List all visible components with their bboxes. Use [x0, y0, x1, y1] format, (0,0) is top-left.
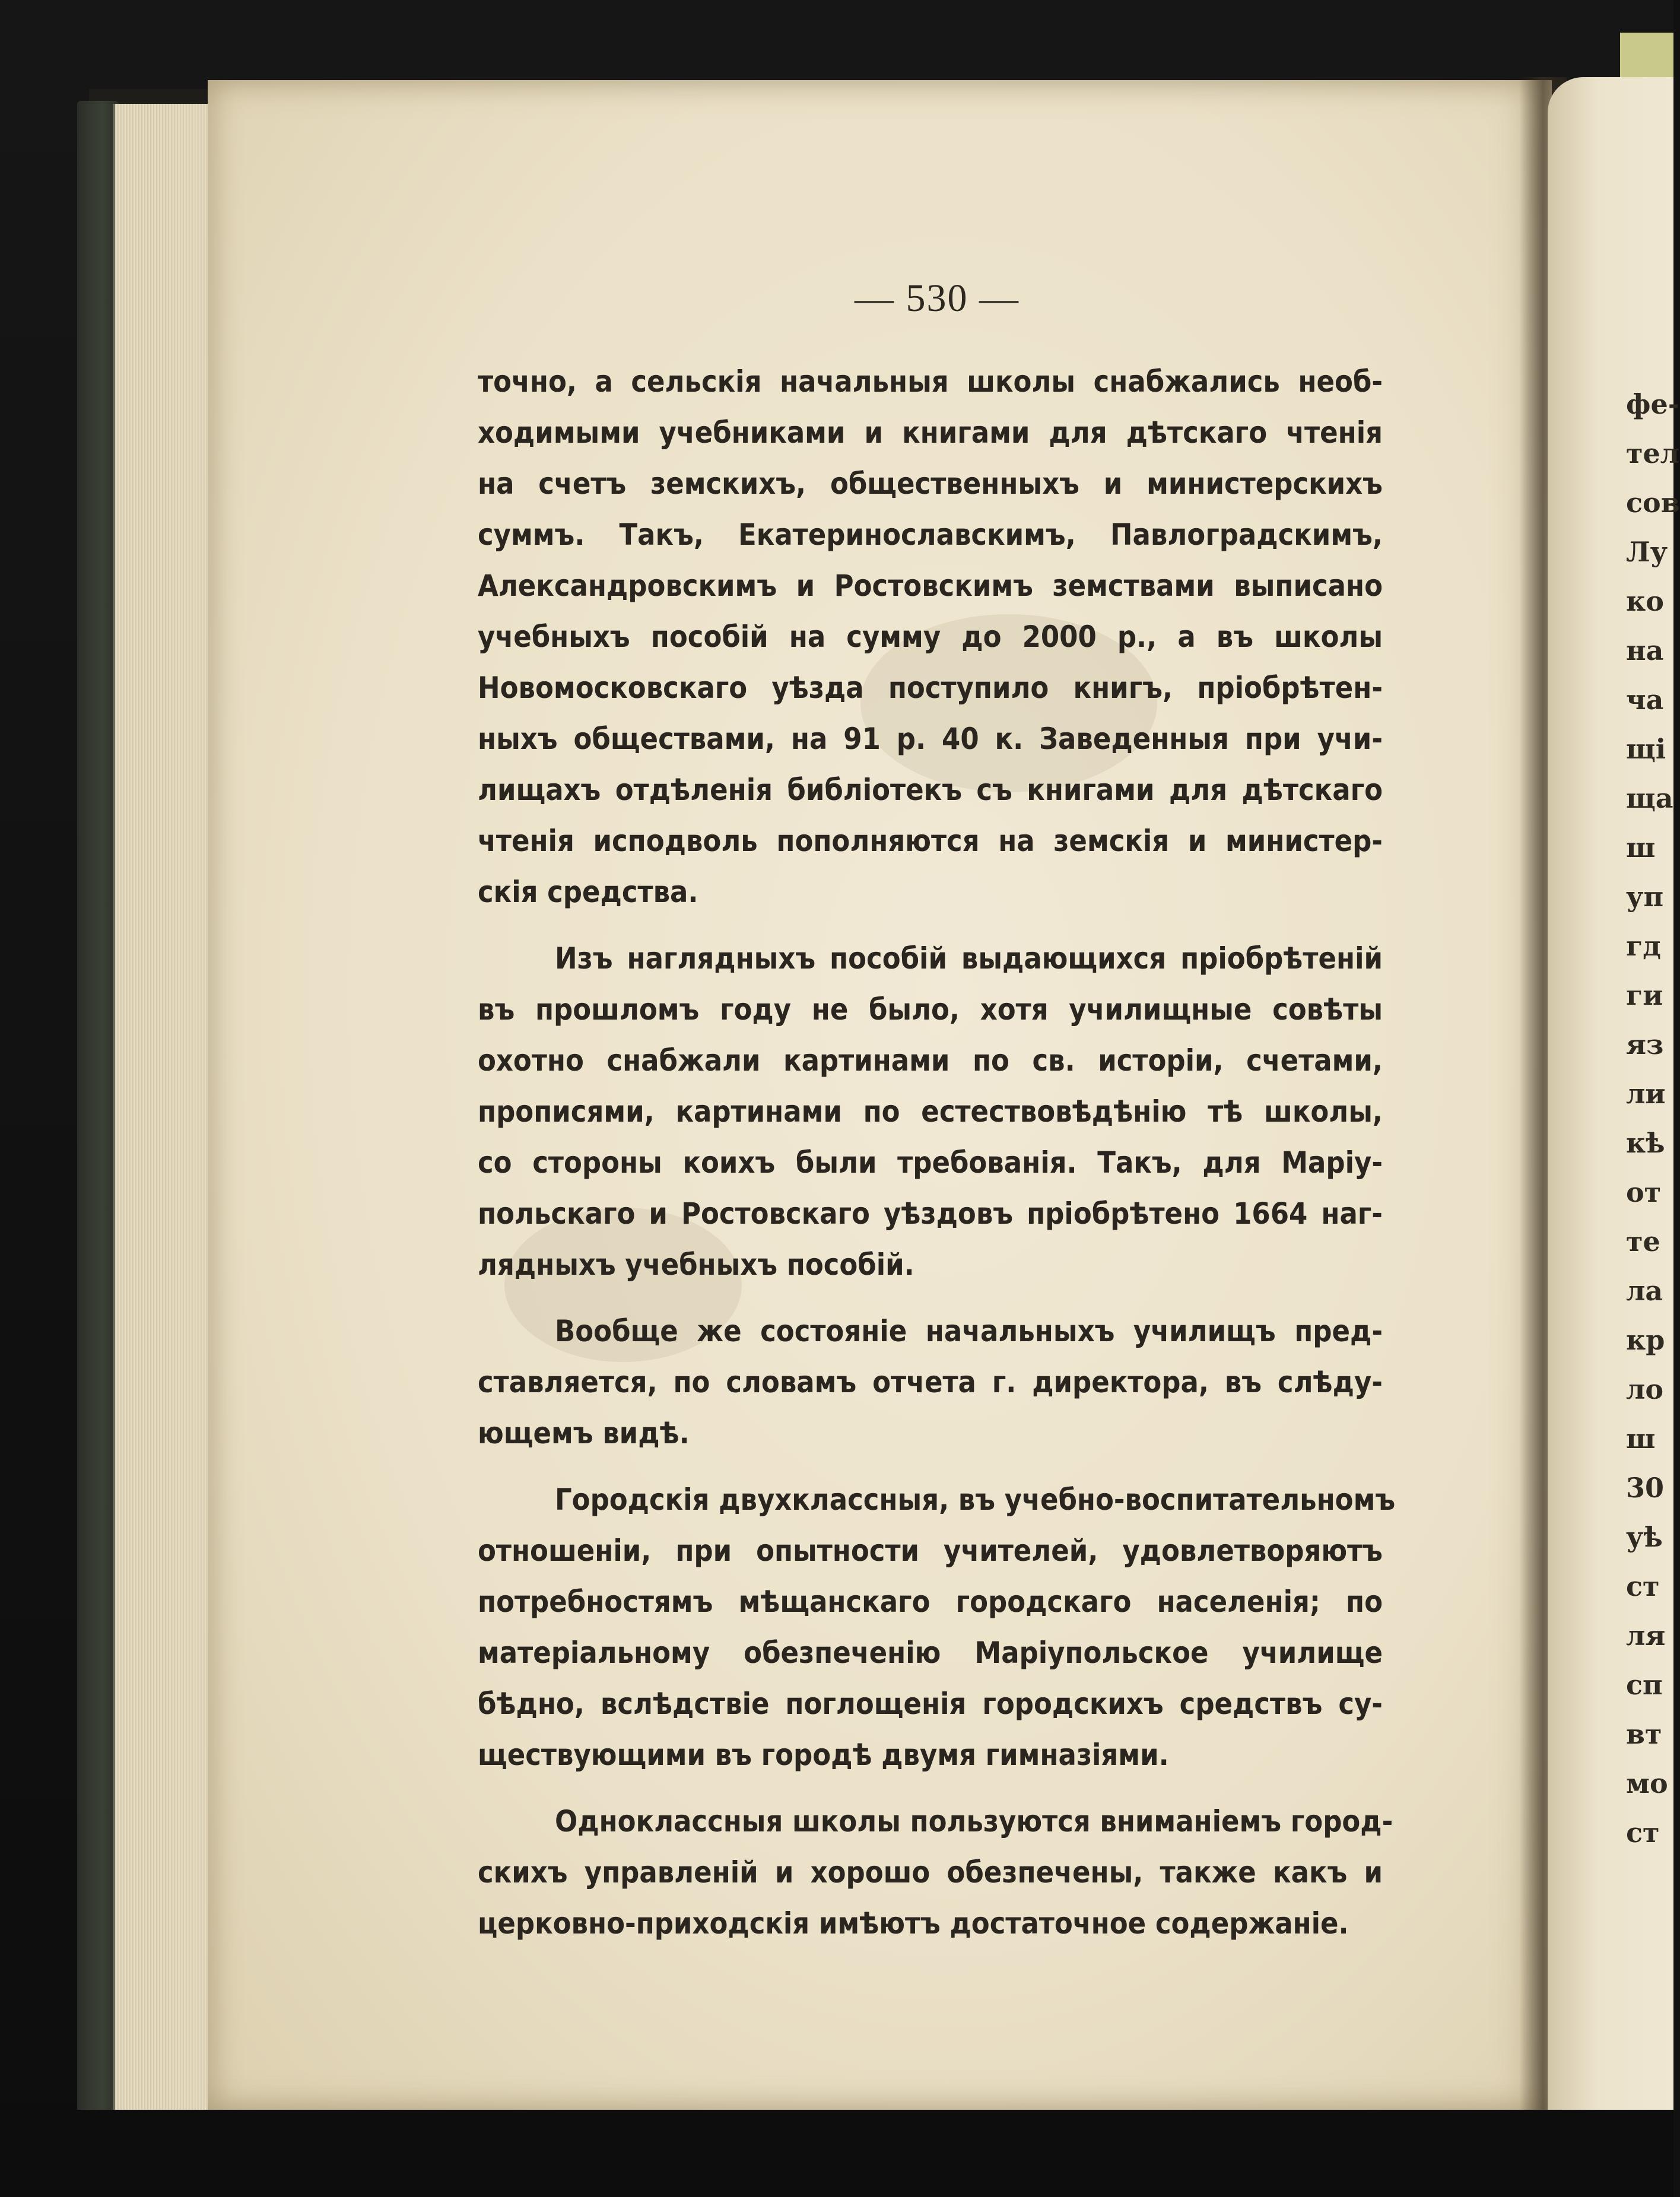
facing-text-fragment: вт [1626, 1718, 1662, 1750]
scan-bottom-edge [0, 2110, 1673, 2197]
facing-text-fragment: ст [1626, 1817, 1660, 1849]
facing-text-fragment: те [1626, 1226, 1660, 1258]
text-line: церковно-приходскія имѣютъ достаточное содержаніе. [478, 1906, 1349, 1941]
text-line: Новомосковскаго уѣзда поступило книгъ, пріобрѣтен- [478, 671, 1383, 705]
facing-text-fragment: яз [1626, 1028, 1664, 1061]
facing-text-fragment: на [1626, 634, 1664, 666]
text-line: лищахъ отдѣленія библіотекъ съ книгами для дѣтскаго [478, 773, 1383, 807]
facing-text-fragment: ст [1626, 1570, 1660, 1602]
facing-text-fragment: ш [1626, 831, 1656, 863]
facing-text-fragment: ш [1626, 1423, 1656, 1455]
facing-text-fragment: от [1626, 1176, 1662, 1208]
facing-text-fragment: сов [1626, 487, 1680, 519]
paragraph [478, 933, 1383, 1290]
text-line: бѣдно, вслѣдствіе поглощенія городскихъ средствъ су- [478, 1687, 1383, 1721]
text-line: Александровскимъ и Ростовскимъ земствами выписано [478, 569, 1383, 603]
facing-page-text [1626, 380, 1679, 1858]
paragraph [478, 356, 1383, 917]
text-line: Городскія двухклассныя, въ учебно-воспитательномъ [555, 1482, 1396, 1517]
paragraph-gap [478, 1290, 1383, 1306]
facing-text-fragment: тел [1626, 437, 1680, 469]
text-line: матеріальному обезпеченію Маріупольское училище [478, 1636, 1383, 1670]
facing-text-fragment: 30 [1626, 1472, 1665, 1504]
text-line: ющемъ видѣ. [478, 1416, 690, 1450]
facing-text-fragment: ля [1626, 1620, 1666, 1652]
text-line: польскаго и Ростовскаго уѣздовъ пріобрѣтено 1664 наг- [478, 1196, 1383, 1231]
facing-text-fragment: ча [1626, 684, 1664, 716]
paragraph-gap [478, 1780, 1383, 1796]
facing-text-fragment: ло [1626, 1373, 1664, 1405]
facing-text-fragment: сп [1626, 1669, 1663, 1701]
text-line: прописями, картинами по естествовѣдѣнію тѣ школы, [478, 1094, 1383, 1129]
text-line: чтенія исподволь пополняются на земскія и министер- [478, 824, 1383, 858]
facing-text-fragment: ла [1626, 1275, 1663, 1307]
text-line: со стороны коихъ были требованія. Такъ, для Маріу- [478, 1145, 1383, 1180]
text-line: отношеніи, при опытности учителей, удовлетворяютъ [478, 1534, 1383, 1568]
text-line: скихъ управленій и хорошо обезпечены, также какъ и [478, 1855, 1383, 1890]
text-line: суммъ. Такъ, Екатеринославскимъ, Павлоградскимъ, [478, 517, 1383, 552]
facing-text-fragment: ко [1626, 585, 1664, 617]
facing-text-fragment: кѣ [1626, 1127, 1665, 1159]
text-line: на счетъ земскихъ, общественныхъ и министерскихъ [478, 466, 1383, 501]
facing-text-fragment: ги [1626, 979, 1663, 1011]
text-line: въ прошломъ году не было, хотя училищные совѣты [478, 992, 1383, 1027]
paragraph-gap [478, 917, 1383, 933]
text-line: Изъ наглядныхъ пособій выдающихся пріобрѣтеній [555, 941, 1383, 976]
text-line: ставляется, по словамъ отчета г. директора, въ слѣду- [478, 1365, 1383, 1399]
text-line: потребностямъ мѣщанскаго городскаго населенія; по [478, 1585, 1383, 1619]
paragraph [478, 1474, 1396, 1780]
paragraph [478, 1306, 1383, 1459]
text-line: скія средства. [478, 875, 698, 909]
page-edges [113, 104, 222, 2110]
text-line: ходимыми учебниками и книгами для дѣтскаго чтенія [478, 415, 1383, 450]
page-number: — 530 — [855, 277, 1020, 320]
facing-text-fragment: ща [1626, 782, 1673, 814]
text-line: ществующими въ городѣ двумя гимназіями. [478, 1738, 1169, 1772]
text-line: учебныхъ пособій на сумму до 2000 р., а въ школы [478, 620, 1383, 654]
facing-text-fragment: мо [1626, 1767, 1668, 1799]
text-line: Одноклассныя школы пользуются вниманіемъ город- [555, 1804, 1393, 1839]
facing-text-fragment: Лу [1626, 536, 1668, 568]
text-line: точно, а сельскія начальныя школы снабжались необ- [478, 364, 1383, 399]
facing-text-fragment: фе- [1626, 388, 1679, 420]
facing-text-fragment: кр [1626, 1324, 1665, 1356]
text-line: охотно снабжали картинами по св. исторіи, счетами, [478, 1043, 1383, 1078]
facing-text-fragment: гд [1626, 930, 1661, 962]
facing-text-fragment: уѣ [1626, 1521, 1663, 1553]
facing-text-fragment: ли [1626, 1078, 1666, 1110]
paragraph [478, 1796, 1393, 1949]
text-line: ныхъ обществами, на 91 р. 40 к. Заведенныя при учи- [478, 722, 1383, 756]
paragraph-gap [478, 1459, 1383, 1474]
body-text [478, 356, 1396, 1949]
bookmark-tab [1620, 33, 1673, 80]
text-line: Вообще же состояніе начальныхъ училищъ пред- [555, 1314, 1383, 1348]
text-line: лядныхъ учебныхъ пособій. [478, 1247, 914, 1282]
facing-text-fragment: уп [1626, 881, 1664, 913]
facing-text-fragment: щі [1626, 733, 1666, 765]
